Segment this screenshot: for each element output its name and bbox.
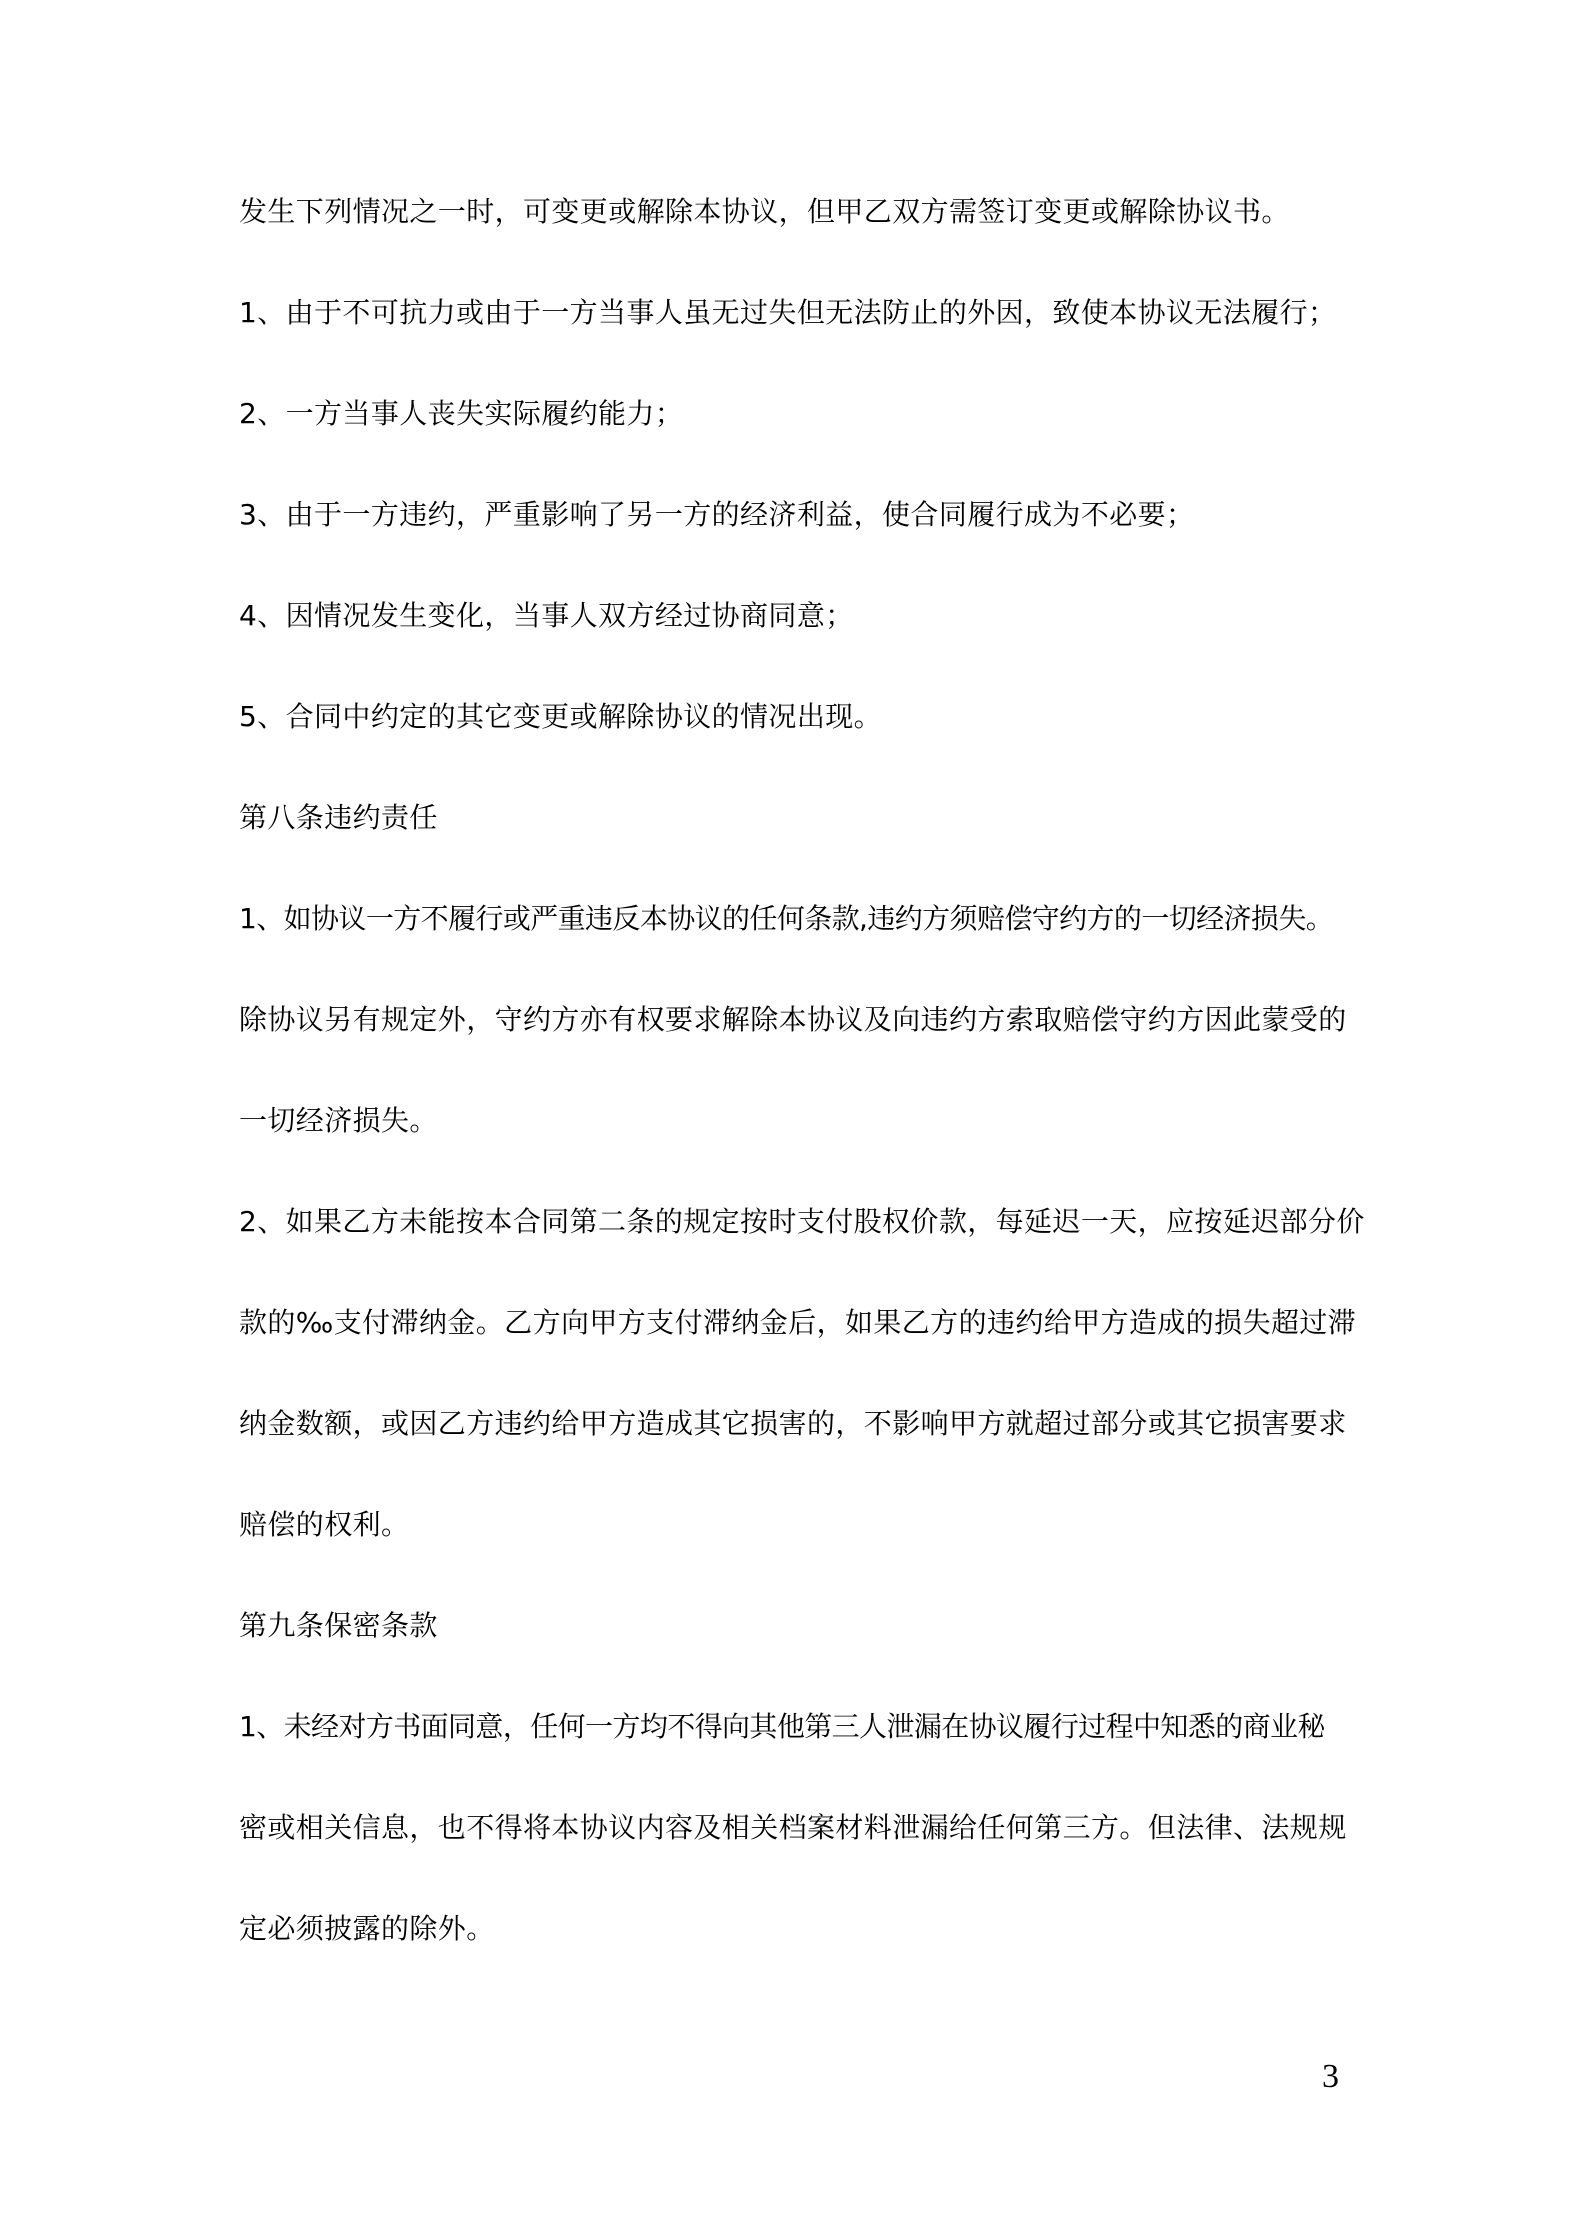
- amendment-intro-line: 发生下列情况之一时，可变更或解除本协议，但甲乙双方需签订变更或解除协议书。: [239, 195, 1290, 228]
- amendment-condition-item-3: 3、由于一方违约，严重影响了另一方的经济利益，使合同履行成为不必要；: [239, 498, 1195, 531]
- article-8-clause-2-line-1: 2、如果乙方未能按本合同第二条的规定按时支付股权价款，每延迟一天，应按延迟部分价: [239, 1205, 1365, 1238]
- article-8-clause-1-line-3: 一切经济损失。: [239, 1104, 438, 1137]
- article-9-clause-1-line-2: 密或相关信息，也不得将本协议内容及相关档案材料泄漏给任何第三方。但法律、法规规: [239, 1811, 1347, 1844]
- article-8-clause-2-line-4: 赔偿的权利。: [239, 1508, 410, 1541]
- article-8-heading: 第八条违约责任: [239, 801, 438, 834]
- amendment-condition-item-2: 2、一方当事人丧失实际履约能力；: [239, 397, 684, 430]
- article-8-clause-1-line-1: 1、如协议一方不履行或严重违反本协议的任何条款,违约方须赔偿守约方的一切经济损失。: [239, 902, 1334, 935]
- article-9-clause-1-line-3: 定必须披露的除外。: [239, 1912, 495, 1945]
- amendment-condition-item-5: 5、合同中约定的其它变更或解除协议的情况出现。: [239, 700, 883, 733]
- article-9-heading: 第九条保密条款: [239, 1609, 438, 1642]
- amendment-condition-item-4: 4、因情况发生变化，当事人双方经过协商同意；: [239, 599, 854, 632]
- article-8-clause-2-line-3: 纳金数额，或因乙方违约给甲方造成其它损害的，不影响甲方就超过部分或其它损害要求: [239, 1407, 1347, 1440]
- article-8-clause-2-line-2: 款的‰支付滞纳金。乙方向甲方支付滞纳金后，如果乙方的违约给甲方造成的损失超过滞: [239, 1306, 1357, 1339]
- page-number: 3: [1322, 2058, 1339, 2095]
- article-9-clause-1-line-1: 1、未经对方书面同意，任何一方均不得向其他第三人泄漏在协议履行过程中知悉的商业秘: [239, 1710, 1325, 1743]
- document-body: [239, 161, 1419, 1979]
- article-8-clause-1-line-2: 除协议另有规定外，守约方亦有权要求解除本协议及向违约方索取赔偿守约方因此蒙受的: [239, 1003, 1347, 1036]
- amendment-condition-item-1: 1、由于不可抗力或由于一方当事人虽无过失但无法防止的外因，致使本协议无法履行；: [239, 296, 1337, 329]
